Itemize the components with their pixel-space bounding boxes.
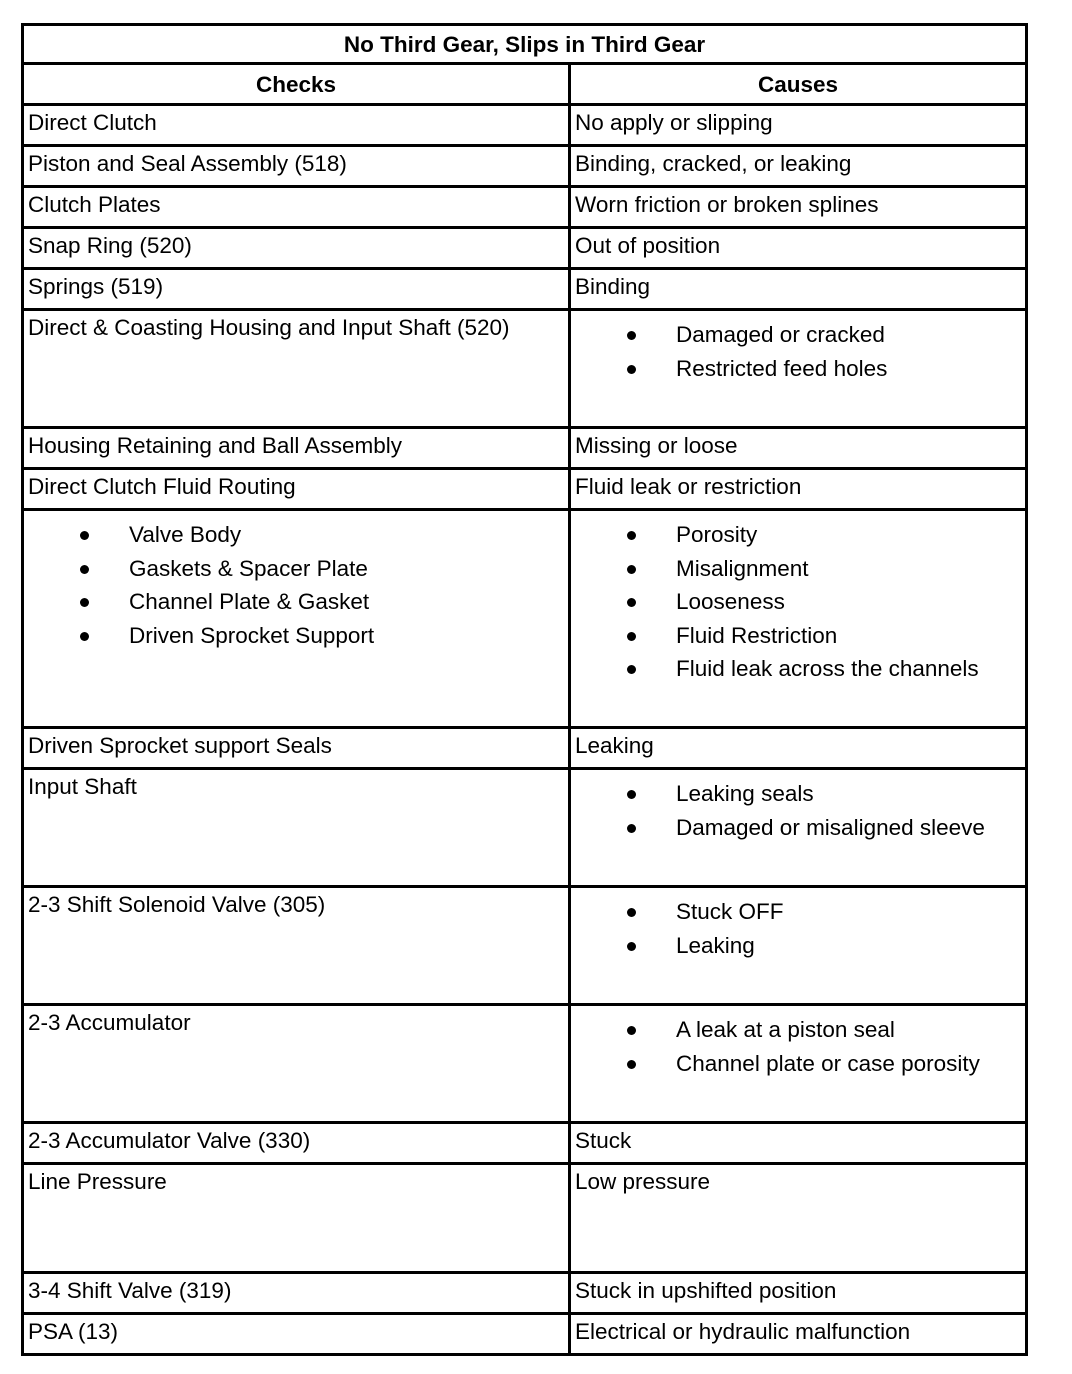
check-cell: Snap Ring (520) (23, 228, 570, 269)
cause-cell: Stuck (570, 1123, 1027, 1164)
list-item: Damaged or cracked (575, 318, 1021, 352)
list-item: Misalignment (575, 552, 1021, 586)
list-item: Channel plate or case porosity (575, 1047, 1021, 1081)
table-row (23, 187, 1027, 228)
table-row (23, 469, 1027, 510)
cause-list (575, 777, 1021, 844)
cause-cell: Missing or loose (570, 428, 1027, 469)
cause-cell: Out of position (570, 228, 1027, 269)
table-row (23, 1123, 1027, 1164)
list-item: Leaking (575, 929, 1021, 963)
cause-cell: Electrical or hydraulic malfunction (570, 1314, 1027, 1355)
checks-header: Checks (23, 64, 570, 105)
causes-header: Causes (570, 64, 1027, 105)
list-item: Leaking seals (575, 777, 1021, 811)
check-cell: 2-3 Accumulator Valve (330) (23, 1123, 570, 1164)
table-row (23, 105, 1027, 146)
diagnosis-table (21, 23, 1028, 1356)
table-row (23, 1273, 1027, 1314)
list-item: Gaskets & Spacer Plate (28, 552, 564, 586)
table-row (23, 1314, 1027, 1355)
check-cell: Line Pressure (23, 1164, 570, 1273)
list-item: Fluid Restriction (575, 619, 1021, 653)
cause-cell (570, 310, 1027, 428)
check-cell: Springs (519) (23, 269, 570, 310)
check-cell: 2-3 Shift Solenoid Valve (305) (23, 887, 570, 1005)
check-cell: Clutch Plates (23, 187, 570, 228)
list-item: Porosity (575, 518, 1021, 552)
check-list (28, 518, 564, 652)
cause-cell: Leaking (570, 728, 1027, 769)
check-cell: Direct Clutch (23, 105, 570, 146)
cause-list (575, 895, 1021, 962)
check-cell (23, 510, 570, 728)
cause-cell: Fluid leak or restriction (570, 469, 1027, 510)
check-cell: Piston and Seal Assembly (518) (23, 146, 570, 187)
check-cell: Direct Clutch Fluid Routing (23, 469, 570, 510)
list-item: Fluid leak across the channels (575, 652, 1021, 686)
check-cell: Direct & Coasting Housing and Input Shaft (520) (23, 310, 570, 428)
list-item: Restricted feed holes (575, 352, 1021, 386)
cause-cell: Worn friction or broken splines (570, 187, 1027, 228)
table-row (23, 728, 1027, 769)
table-row (23, 887, 1027, 1005)
list-item: Driven Sprocket Support (28, 619, 564, 653)
cause-cell (570, 887, 1027, 1005)
table-row (23, 510, 1027, 728)
cause-list (575, 518, 1021, 686)
table-row (23, 269, 1027, 310)
list-item: Looseness (575, 585, 1021, 619)
cause-cell: Binding (570, 269, 1027, 310)
list-item: Stuck OFF (575, 895, 1021, 929)
check-cell: Housing Retaining and Ball Assembly (23, 428, 570, 469)
check-cell: Driven Sprocket support Seals (23, 728, 570, 769)
header-row (23, 64, 1027, 105)
table-row (23, 146, 1027, 187)
list-item: Channel Plate & Gasket (28, 585, 564, 619)
table-row (23, 228, 1027, 269)
table-row (23, 310, 1027, 428)
cause-cell (570, 769, 1027, 887)
cause-cell (570, 1005, 1027, 1123)
cause-list (575, 1013, 1021, 1080)
cause-cell: Low pressure (570, 1164, 1027, 1273)
cause-cell (570, 510, 1027, 728)
table-row (23, 1005, 1027, 1123)
check-cell: 3-4 Shift Valve (319) (23, 1273, 570, 1314)
check-cell: Input Shaft (23, 769, 570, 887)
table-row (23, 769, 1027, 887)
check-cell: 2-3 Accumulator (23, 1005, 570, 1123)
cause-list (575, 318, 1021, 385)
cause-cell: No apply or slipping (570, 105, 1027, 146)
table-row (23, 428, 1027, 469)
table-row (23, 1164, 1027, 1273)
title-row (23, 25, 1027, 64)
list-item: A leak at a piston seal (575, 1013, 1021, 1047)
list-item: Valve Body (28, 518, 564, 552)
list-item: Damaged or misaligned sleeve (575, 811, 1021, 845)
cause-cell: Binding, cracked, or leaking (570, 146, 1027, 187)
check-cell: PSA (13) (23, 1314, 570, 1355)
table-title: No Third Gear, Slips in Third Gear (23, 25, 1027, 64)
cause-cell: Stuck in upshifted position (570, 1273, 1027, 1314)
